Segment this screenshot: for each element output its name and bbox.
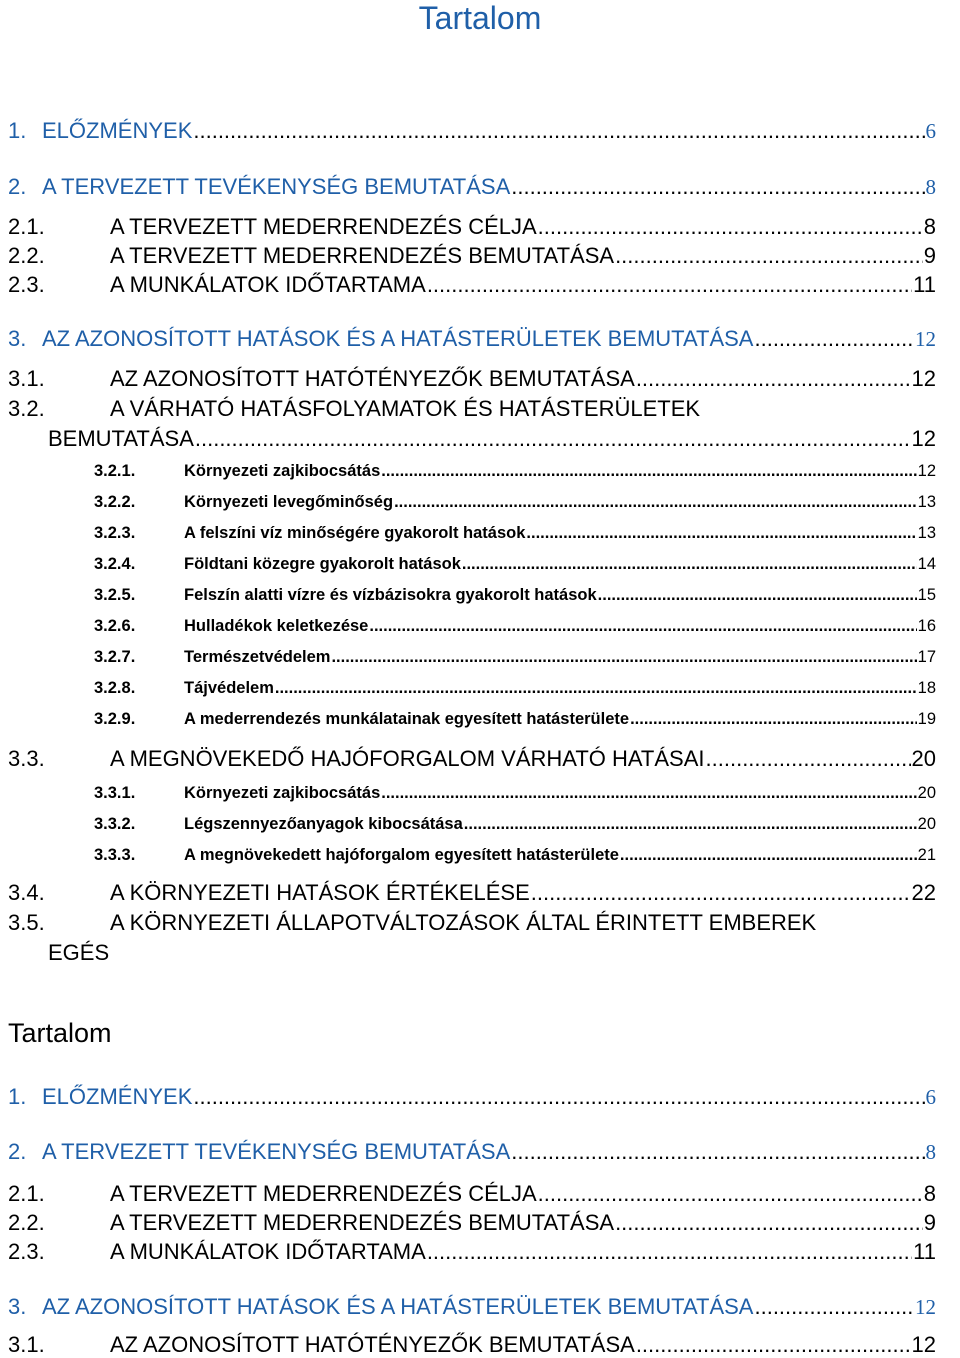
toc-text: A VÁRHATÓ HATÁSFOLYAMATOK ÉS HATÁSTERÜLETEK xyxy=(110,396,701,421)
toc-number: 3.1. xyxy=(8,366,45,391)
leader-dots xyxy=(427,1239,912,1265)
leader-dots xyxy=(381,462,916,481)
toc-page: 13 xyxy=(917,524,936,542)
leader-dots xyxy=(193,1084,924,1110)
repeat-title: Tartalom xyxy=(8,1018,112,1048)
toc-number: 3.3.1. xyxy=(94,784,136,802)
toc-entry-3-2-9[interactable] xyxy=(94,710,936,729)
leader-dots xyxy=(193,118,924,144)
leader-dots xyxy=(369,617,916,636)
leader-dots xyxy=(381,784,916,803)
toc-page: 6 xyxy=(925,1085,936,1109)
toc-entry-3-3-1[interactable] xyxy=(94,784,936,803)
toc-text-cont: BEMUTATÁSA xyxy=(48,426,194,451)
toc-repeat-entry-2[interactable] xyxy=(8,1139,936,1165)
toc-entry-3-2-8[interactable] xyxy=(94,679,936,698)
toc-text: ELŐZMÉNYEK xyxy=(42,118,193,143)
toc-page: 6 xyxy=(925,119,936,143)
toc-text: AZ AZONOSÍTOTT HATÓTÉNYEZŐK BEMUTATÁSA xyxy=(110,1332,635,1357)
toc-repeat-entry-1[interactable] xyxy=(8,1084,936,1110)
toc-text: A TERVEZETT TEVÉKENYSÉG BEMUTATÁSA xyxy=(42,174,511,199)
toc-entry-3-2-5[interactable] xyxy=(94,586,936,605)
leader-dots xyxy=(275,679,917,698)
leader-dots xyxy=(526,524,916,543)
toc-page: 8 xyxy=(923,1181,936,1206)
leader-dots xyxy=(615,243,923,269)
toc-page: 11 xyxy=(913,272,936,297)
toc-entry-3-2-4[interactable] xyxy=(94,555,936,574)
leader-dots xyxy=(754,326,914,352)
toc-number: 3.2.7. xyxy=(94,648,136,666)
toc-text: A MUNKÁLATOK IDŐTARTAMA xyxy=(110,272,426,297)
toc-page: 20 xyxy=(911,746,936,771)
leader-dots xyxy=(538,1181,923,1207)
toc-number: 3.2.2. xyxy=(94,493,136,511)
toc-number: 3.2.9. xyxy=(94,710,136,728)
toc-text: Tájvédelem xyxy=(184,679,274,697)
toc-text: A KÖRNYEZETI HATÁSOK ÉRTÉKELÉSE xyxy=(110,880,530,905)
leader-dots xyxy=(331,648,916,667)
leader-dots xyxy=(620,846,917,865)
toc-entry-3-5-cont: EGÉS xyxy=(48,940,110,965)
toc-page: 11 xyxy=(913,1239,936,1264)
toc-entry-2-2[interactable] xyxy=(8,243,936,269)
toc-number: 2.1. xyxy=(8,214,45,239)
leader-dots xyxy=(615,1210,923,1236)
toc-page: 16 xyxy=(917,617,936,635)
toc-page: 20 xyxy=(917,784,936,802)
toc-page: 14 xyxy=(917,555,936,573)
toc-number: 1. xyxy=(8,1084,27,1109)
leader-dots xyxy=(511,1139,924,1165)
toc-entry-3-4[interactable] xyxy=(8,880,936,906)
toc-number: 3.5. xyxy=(8,910,45,935)
toc-text: Környezeti zajkibocsátás xyxy=(184,462,381,480)
toc-repeat-entry-2-3[interactable] xyxy=(8,1239,936,1265)
leader-dots xyxy=(706,746,911,772)
toc-page: 22 xyxy=(911,880,936,905)
toc-number: 2.1. xyxy=(8,1181,45,1206)
leader-dots xyxy=(394,493,917,512)
leader-dots xyxy=(427,272,912,298)
toc-text: A TERVEZETT MEDERRENDEZÉS CÉLJA xyxy=(110,214,537,239)
toc-number: 3.1. xyxy=(8,1332,45,1357)
toc-entry-2-1[interactable] xyxy=(8,214,936,240)
toc-number: 2. xyxy=(8,174,27,199)
toc-entry-3-1[interactable] xyxy=(8,366,936,392)
toc-number: 3.2.6. xyxy=(94,617,136,635)
toc-entry-3-5[interactable] xyxy=(8,910,816,936)
toc-page: 18 xyxy=(917,679,936,697)
toc-text: A mederrendezés munkálatainak egyesített hatásterülete xyxy=(184,710,630,728)
toc-entry-3-2-cont[interactable] xyxy=(48,426,936,452)
page-title: Tartalom xyxy=(418,0,542,36)
toc-entry-3[interactable] xyxy=(8,326,936,352)
toc-entry-2[interactable] xyxy=(8,174,936,200)
leader-dots xyxy=(636,366,911,392)
toc-page: 12 xyxy=(911,366,936,391)
leader-dots xyxy=(511,174,924,200)
toc-number: 3.2. xyxy=(8,396,45,421)
toc-text: Természetvédelem xyxy=(184,648,331,666)
toc-entry-3-3-2[interactable] xyxy=(94,815,936,834)
toc-page: 8 xyxy=(925,1140,936,1164)
toc-page: 9 xyxy=(923,243,936,268)
toc-entry-3-2-7[interactable] xyxy=(94,648,936,667)
toc-text: Környezeti zajkibocsátás xyxy=(184,784,381,802)
leader-dots xyxy=(598,586,917,605)
toc-number: 3.4. xyxy=(8,880,45,905)
toc-number: 2. xyxy=(8,1139,27,1164)
leader-dots xyxy=(538,214,923,240)
toc-repeat-entry-3-1[interactable] xyxy=(8,1332,936,1358)
toc-page: 12 xyxy=(911,1332,936,1357)
leader-dots xyxy=(636,1332,911,1358)
toc-number: 3.2.1. xyxy=(94,462,136,480)
toc-number: 3.2.3. xyxy=(94,524,136,542)
toc-text: A TERVEZETT TEVÉKENYSÉG BEMUTATÁSA xyxy=(42,1139,511,1164)
toc-number: 3.3.3. xyxy=(94,846,136,864)
toc-page: 12 xyxy=(915,1295,936,1319)
toc-page: 20 xyxy=(917,815,936,833)
toc-entry-3-2[interactable] xyxy=(8,396,700,422)
toc-text: Hulladékok keletkezése xyxy=(184,617,369,635)
toc-number: 3. xyxy=(8,1294,27,1319)
toc-number: 3.3.2. xyxy=(94,815,136,833)
toc-text: Légszennyezőanyagok kibocsátása xyxy=(184,815,463,833)
toc-entry-3-2-2[interactable] xyxy=(94,493,936,512)
toc-number: 3.2.8. xyxy=(94,679,136,697)
toc-page: 13 xyxy=(917,493,936,511)
toc-repeat-entry-2-2[interactable] xyxy=(8,1210,936,1236)
toc-entry-3-3-3[interactable] xyxy=(94,846,936,865)
toc-number: 2.3. xyxy=(8,1239,45,1264)
toc-entry-3-2-1[interactable] xyxy=(94,462,936,481)
toc-repeat-entry-3[interactable] xyxy=(8,1294,936,1320)
toc-text: Földtani közegre gyakorolt hatások xyxy=(184,555,461,573)
toc-number: 3.2.5. xyxy=(94,586,136,604)
toc-number: 2.2. xyxy=(8,1210,45,1235)
toc-entry-2-3[interactable] xyxy=(8,272,936,298)
toc-entry-1[interactable] xyxy=(8,118,936,144)
toc-text: Környezeti levegőminőség xyxy=(184,493,394,511)
toc-number: 1. xyxy=(8,118,27,143)
toc-number: 2.2. xyxy=(8,243,45,268)
toc-number: 3. xyxy=(8,326,27,351)
toc-text: A MEGNÖVEKEDŐ HAJÓFORGALOM VÁRHATÓ HATÁSAI xyxy=(110,746,705,771)
toc-entry-3-2-6[interactable] xyxy=(94,617,936,636)
toc-page: 21 xyxy=(917,846,936,864)
toc-text: AZ AZONOSÍTOTT HATÓTÉNYEZŐK BEMUTATÁSA xyxy=(110,366,635,391)
toc-number: 2.3. xyxy=(8,272,45,297)
toc-page: 8 xyxy=(925,175,936,199)
toc-page: 15 xyxy=(917,586,936,604)
leader-dots xyxy=(195,426,911,452)
toc-number: 3.2.4. xyxy=(94,555,136,573)
toc-page: 17 xyxy=(917,648,936,666)
toc-page: 9 xyxy=(923,1210,936,1235)
leader-dots xyxy=(754,1294,914,1320)
toc-text: A TERVEZETT MEDERRENDEZÉS BEMUTATÁSA xyxy=(110,243,615,268)
toc-text: AZ AZONOSÍTOTT HATÁSOK ÉS A HATÁSTERÜLETEK BEMUTATÁSA xyxy=(42,1294,754,1319)
toc-text: AZ AZONOSÍTOTT HATÁSOK ÉS A HATÁSTERÜLETEK BEMUTATÁSA xyxy=(42,326,754,351)
toc-text: A felszíni víz minőségére gyakorolt hatások xyxy=(184,524,526,542)
toc-entry-3-2-3[interactable] xyxy=(94,524,936,543)
leader-dots xyxy=(630,710,917,729)
toc-page: 12 xyxy=(917,462,936,480)
toc-page: 12 xyxy=(915,327,936,351)
toc-repeat-entry-2-1[interactable] xyxy=(8,1181,936,1207)
leader-dots xyxy=(531,880,911,906)
toc-text: A MUNKÁLATOK IDŐTARTAMA xyxy=(110,1239,426,1264)
toc-page: 8 xyxy=(923,214,936,239)
toc-page: 19 xyxy=(917,710,936,728)
leader-dots xyxy=(464,815,917,834)
toc-text: Felszín alatti vízre és vízbázisokra gyakorolt hatások xyxy=(184,586,597,604)
toc-text: ELŐZMÉNYEK xyxy=(42,1084,193,1109)
toc-text: A TERVEZETT MEDERRENDEZÉS CÉLJA xyxy=(110,1181,537,1206)
toc-page: 12 xyxy=(911,426,936,451)
toc-number: 3.3. xyxy=(8,746,45,771)
toc-text: A TERVEZETT MEDERRENDEZÉS BEMUTATÁSA xyxy=(110,1210,615,1235)
toc-entry-3-3[interactable] xyxy=(8,746,936,772)
leader-dots xyxy=(462,555,917,574)
toc-text: A megnövekedett hajóforgalom egyesített hatásterülete xyxy=(184,846,619,864)
toc-text: A KÖRNYEZETI ÁLLAPOTVÁLTOZÁSOK ÁLTAL ÉRINTETT EMBEREK xyxy=(110,910,817,935)
